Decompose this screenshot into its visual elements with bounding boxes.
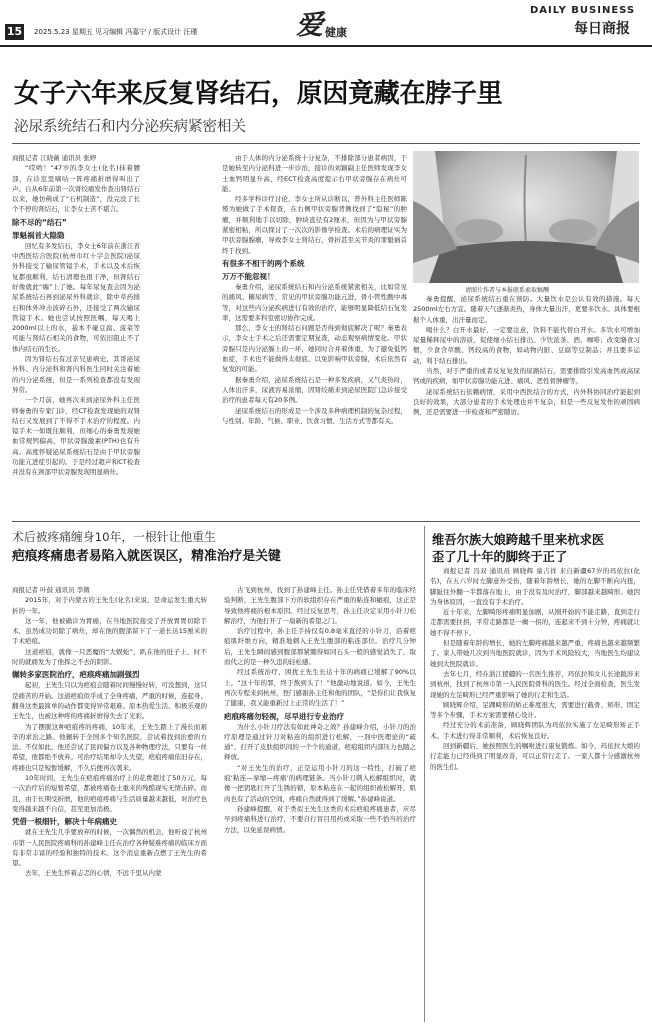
story2-heading-1: 辗转多家医院治疗，疤痕疼痛加剧强烈 <box>12 670 140 680</box>
lead-col2-paragraph: 经多学科诊疗讨论，李女士所从诊断以，普外科主任医师陈赟为她做了手术探查，在右侧甲状旁腺背侧找到了“隐秘”的肿瘤，并顺利地手以切除，肿块直径有2厘米，但因为与甲状旁腺紧密相粘，所以探讨了一次次的影像学检查。术后的病理证实为甲状旁腺腺瘤，导致李女士肾结石、骨折甚至关节炎的罪魁祸首终于找到。 <box>222 195 407 255</box>
column-divider <box>424 526 425 1022</box>
story2-col1-paragraph: 为了摆脱这种疤痕疼的疼痛，10年来，王先生踏上了漫长而艰辛的求治之路。他辗转于全国多个知名医院，尝试着找到治愈的方法。不仅如此，他还尝试了民间偏方以及各种物理疗法，只要有一丝希望，他都绝不放弃。可治疗结果却令人失望，疤痕疼痛依旧存在，疼痛也只是短暂缓解，不久后便再次袭来。 <box>12 722 207 772</box>
story3-headline-2: 歪了几十年的脚终于正了 <box>432 550 568 564</box>
date-line: 2025.5.23 星期五 见习编辑 冯嘉宁 / 版式设计 汪瑾 <box>34 28 198 36</box>
story2-col2-paragraph: 为什么小针刀疗法有如此神奇之效？孙建峰介绍，小针刀的治疗原理是通过针刀对粘连的组织进行松解，一剂中医理论的“疏通”，打开了皮肤组织间的一个个的通道，疤痕组织内部压力也随之释放。 <box>224 722 416 762</box>
story2-col1-paragraph: 这道疤痕，就像一只恶魔的“大蜈蚣”，趴在他的肚子上，时不时的就痛发为了他挥之不去的阴影。 <box>12 647 207 667</box>
lead-column-1 <box>12 153 140 515</box>
lead-column-3 <box>413 294 640 515</box>
lead-col2-paragraph: 泌尿系统结石的形成是一个涉及多种病理机制的复杂过程，与性别、年龄、气候、职业、饮食习惯、生活方式等都有关。 <box>222 406 407 425</box>
lead-col2-heading-2: 万万不能忽视！ <box>222 271 275 281</box>
story2-col1-paragraph: 10年时间，王先生在疤痕疼痛治疗上的花费超过了50万元，每一次治疗后的短暂希望，都被疼痛卷土重来的残酷现实无情击碎。而且，由于长期受折磨，他的疤痕疼痛与生活质量越来越低，对治疗也变得越来越不自信，甚至更加消极。 <box>12 774 207 813</box>
story3-paragraph: 经过充分的术前准备，顾晓辉团队为玛依拉实施了左足畸形矫正手术。手术进行得非常顺利，术后恢复良好。 <box>430 721 640 740</box>
story2-col1-paragraph: 起初，王先生只以为疤痕会随着时间慢慢好转，可没想到，这只是痛苦的开始。这道疤痕似乎成了全身疼痛，严重的时候，连起身、翻身这类最简单的动作都变得异常艰难。原本热爱生活、积极乐观的王先生，也被这种疼的疼痛折磨得失去了光彩。 <box>12 681 207 721</box>
section-mark: 爱 <box>296 10 323 41</box>
story2-col2-paragraph: 孙建峰提醒，对于类似王先生这类的术后疤痕疼痛患者，应尽早到疼痛科进行治疗，不要自行盲目用药或采取一些不恰当的治疗方法，以免延误病情。 <box>224 804 416 834</box>
story3-headline-1: 维吾尔族大娘跨越千里来杭求医 <box>432 533 605 547</box>
story2-col1-paragraph: 2015年，对于内蒙古的王先生(化名)来说，是命运发生重大转折的一年。 <box>12 596 207 615</box>
lead-col1-paragraph: 回忆有多发结石，李女士6年前在浙江省中西医结合医院(杭州市红十字会医院)泌尿外科接受了输尿管镜手术，手术以及术后恢复都很顺利，结石清理也很干净，但肾结石好像就此“缠”上了她。每年尿复查会因为泌尿系统结石再到泌尿外科就诊，除中草药排石和体外冲击波碎石外，还接受了两次输尿管镜手术。她也尝试按照医嘱，每天喝上2000ml以上的水，基本不碰豆腐、菠菜等可能与肾结石相关的食物，可依旧阻止不了体内结石的生长。 <box>12 241 140 353</box>
story3-paragraph: 顾晓辉介绍，足踝畸形的矫正难度很大，需要进行截骨、矫形、固定等多个步骤，手术方案需要精心设计。 <box>430 700 640 720</box>
lead-col3-paragraph: 喝什么？白开水最好，一定要注意，饮料不能代替白开水。多饮水可增加尿量稀释尿中的溶质，促使细小结石排出。少饮浓茶、酒、咖啡；改变膳食习惯，少食含草酸、钙较高的食物，如动物内脏、豆腐等豆制品；并且要多运动，利于结石排出。 <box>413 325 640 365</box>
story2-col1-paragraph: 就在王先生几乎要放弃的时候，一次偶然的机会，他听说了杭州市第一人民医院疼痛科的孙建峰主任在治疗各种疑难疼痛的临床方面有非常丰富的经验和独特的技术。这个消息重新点燃了王先生的希望。 <box>12 828 207 868</box>
brand-cn: 每日商报 <box>574 21 630 37</box>
photo-caption: 请图片作者与本报联系索取稿酬 <box>465 287 550 294</box>
back-pain-photo <box>413 151 639 283</box>
story2-column-1 <box>12 585 207 1021</box>
brand-en: DAILY BUSINESS <box>530 5 636 16</box>
story3-paragraph: 商报记者 冯双 通讯员 顾晓辉 童吉祥 来自新疆67岁的玛依拉(化名)，在五六岁时左脚意外受伤，随着年龄增长，她的左脚不断向内扭，脚趾往外翻一半都落在地上，由于没有及时治疗，脚部越来越畸形。她因为身体原因，一直没有手术治疗。 <box>430 567 640 606</box>
story2-col2-paragraph: 古飞到杭州，找到了孙建峰主任。孙主任凭借着多年的临床经验判断，王先生腹部下方的软组织存在严重的粘连和瘢痕，这正是导致他疼痛的根本原因。经过反复思考，孙主任决定采用小针刀松解治疗，为他打开了一扇新的希望之门。 <box>224 586 416 625</box>
back-pain-illustration <box>413 151 639 283</box>
lead-byline: 商报记者 江晓薇 通讯员 张婷 <box>12 154 97 162</box>
lead-column-2 <box>222 153 407 515</box>
story2-kicker: 术后被疼痛缠身10年，一根针让他重生 <box>12 530 216 544</box>
story2-byline: 商报记者 叶鼓 通讯员 李微 <box>12 586 90 594</box>
lead-rule <box>12 143 640 144</box>
lead-headline: 女子六年来反复肾结石，原因竟藏在脖子里 <box>14 79 503 109</box>
page-number: 15 <box>6 25 23 38</box>
lead-col2-paragraph: 据秦勇介绍，泌尿系统结石是一种多发疾病，又气炎热时，人体出汗多，尿液容易浓缩，因肾绞痛来到泌尿医院门急诊接受治疗的患者每天有20多例。 <box>222 375 407 405</box>
story3-paragraph: 但是随着年龄的增长，她的左脚疼痛越来越严重，疼痛也越来越频繁了。家人带她几次到当地医院就诊，因为手术风险较大，当地医生均建议她到大医院就诊。 <box>430 639 640 668</box>
lead-col3-paragraph: 当然，对于严重的或者反复复发的尿路结石，需要排除引发高血钙或高尿钙或的疾病，如甲状旁腺功能亢进、痛风、恶性骨肿瘤等。 <box>413 367 640 386</box>
lead-col1-heading-1: 除不尽的“结石” <box>12 217 67 227</box>
lead-col2-paragraph: 由于人体的内分泌系统十分复杂，不排除部分患者病因，于是她转至内分泌科进一步诊治，接诊的刘颖副主任医师发现李女士血钙明显升高，经ECT检查高度提示右甲状旁腺存在病灶可能。 <box>222 154 407 193</box>
story2-col1-paragraph: 去年，王先生怀着忐忑的心情，不远千里从内蒙 <box>25 869 162 878</box>
story3-paragraph: 近十年来，左脚畸形疼痛明显加剧，从刚开始的不能走路，直到走行走都需要拄拐，平常走路都是一瘸一拐的，连起来不到十分钟，疼痛就让她不得不停下。 <box>430 608 640 637</box>
lead-col1-paragraph: “哎哟！”47岁的李女士(化名)抹着腰部，在诊室里嘀咕一阵疼痛折磨得叫出了声。自从6年前第一次肾绞痛发作查出肾结石以来，她仿佛成了“石机制造”，没完没了长个不停的肾结石，让李女士苦不堪言。 <box>12 164 140 214</box>
page-header <box>0 0 652 46</box>
lead-col1-heading-2: 罪魁祸首大隐隐 <box>12 230 65 240</box>
lead-col2-paragraph: 秦勇介绍，泌尿系统结石和内分泌系统紧密相关，比如常见的痛风、糖尿病等，常见的甲状旁腺功能亢进，骨小管性酸中毒等，对这些内分泌疾病进行有效的治疗，能够明显降低结石复发率，这需要多科室密切协作完成。 <box>222 282 407 322</box>
section-name: 健康 <box>325 26 347 39</box>
story2-col2-paragraph: “对王先生的治疗，正是运用小针刀的这一特性，打破了疤痕‘粘连—挛缩—疼痛’的病理链条。当小针刀刺入松解组织时，就像一把钥匙打开了生锈的锁，原本粘连在一起的组织被松解开，肌肉也有了活动的空间，疼痛自然就得到了缓解。”孙建峰说道。 <box>224 763 416 803</box>
header-rule <box>0 45 652 47</box>
lead-subheadline: 泌尿系统结石和内分泌疾病紧密相关 <box>14 119 246 135</box>
story2-heading-3: 疤痕疼痛勿轻视，尽早进行专业治疗 <box>224 711 344 721</box>
story3-paragraph: 去年七月，经在浙江援疆的一名医生推荐，玛依拉和女儿长途跋涉来到杭州，找到了杭州市第一人民医院骨科的医生。经过全面检查，医生发现她的左足畸形已经严重影响了她的行走和生活。 <box>430 669 640 699</box>
story2-heading-2: 凭借一根细针，解决十年病痛史 <box>12 817 117 827</box>
lead-col3-paragraph: 泌尿系统结石依赖病情，采用中西医结合的方式，内外科协同治疗能起到良好的效果，大部分患者的手术处理也并不复杂，但是一些反复发作的顽固病例，还是需要进一步检查和严密随访。 <box>413 387 640 417</box>
lead-col2-heading-1: 有很多不相干的两个系统 <box>222 258 305 268</box>
story2-headline: 疤痕疼痛患者易陷入就医误区，精准治疗是关键 <box>12 549 281 564</box>
story2-col2-paragraph: 经过系统治疗，困扰王先生长达十年的病痛已缓解了90%以上。“这十年的罪，终于熬到头了！”他激动地说道。如今，王先生再次专程来到杭州，登门感谢孙主任和他的团队，“是你们让我恢复了健康，我又能重新过上正常的生活了！” <box>224 668 416 708</box>
lead-col2-paragraph: 那么，李女士的肾结石问题是否得到彻底解决了呢？秦勇表示，李女士手术之后还需要定期复查，动态观察病情变化。甲状旁腺只是内分泌腺上的一环，她同时合并着体重，为了避免低钙血症，手术也不能做得太彻底，以免影响甲状旁腺，术后依然有复发的可能。 <box>222 324 407 374</box>
lead-col1-paragraph: 因为肾结石有过亲兄患病史，其哥泌尿外科、内分泌科和肾内科医生同时关注着她的内分泌系统，但是一系列检查都没有发现异常。 <box>12 355 140 394</box>
story2-column-2 <box>224 585 416 1021</box>
lead-col3-paragraph: 秦勇提醒，泌尿系统结石重在预防。大量饮水是公认有效的措施。每天2500ml左右方宜。随着天气逐渐炎热，身体大量出汗，更要多饮水。具体要根据个人体重，出汗量而定。 <box>413 295 640 324</box>
lead-col1-paragraph: 一个月前，她再次来到泌尿外科主任医师秦勇的专家门诊，经CT检查发现她的双肾结石又发展到了不得不手术治疗的程度。内镜手术一如既往顺利，但细心的秦勇发现她血常规钙偏高，甲状旁腺激素(PTH)也有升高。高度怀疑泌尿系统结石是由于甲状旁腺功能亢进症引起的。于是经过超声和CT检查并没有在颈部甲状旁腺发现明显病灶。 <box>12 396 140 477</box>
story2-col1-paragraph: 这一年，他被确诊为胃癌，在当地医院接受了开放胃胃切除手术，虽然成功切除了病灶，却在他的腹部留下了一道长达15厘米的手术疤痕。 <box>12 616 207 646</box>
story3-column <box>430 566 640 1021</box>
section-divider <box>12 521 640 522</box>
story2-col2-paragraph: 治疗过程中，孙主任手持仅有0.8毫米直径的小针刀，沿着疤痕肌纤维方向，精准地刺入王先生腹部的粘连部位。治疗几分钟后，王先生瞬间感到腹部那紧绷得如同石头一般的感觉消失了，取而代之的是一种久违的轻松感。 <box>224 627 416 667</box>
story3-paragraph: 回到新疆后，她按照医生的嘱咐进行康复锻炼。如今，玛依拉大娘的行走能力已经得到了明显改善，可以正常行走了。一家人都十分感激杭州的医生们。 <box>430 742 640 771</box>
